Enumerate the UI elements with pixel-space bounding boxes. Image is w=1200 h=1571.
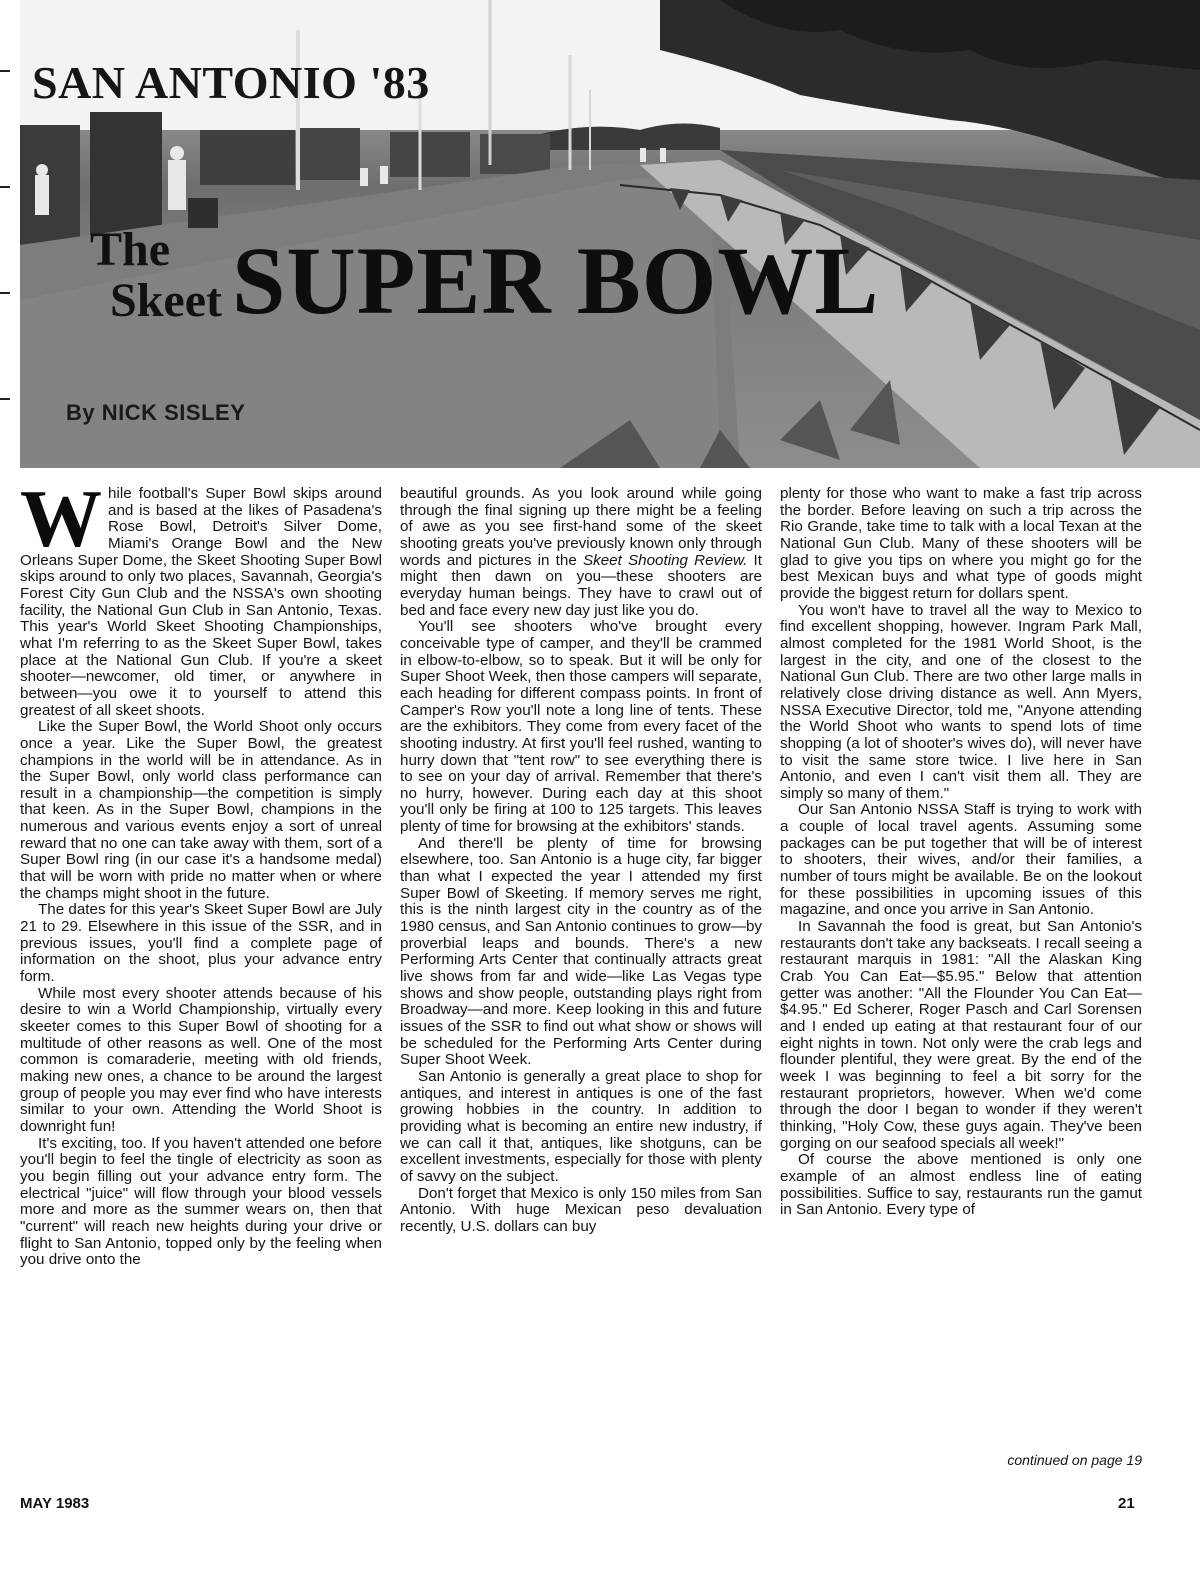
paragraph xyxy=(20,473,382,719)
paragraph: Like the Super Bowl, the World Shoot only occurs once a year. Like the Super Bowl, the greatest champions in the world will be in attendance. As in the Super Bowl, only world class performance can result in a championship—the competition is simply that keen. As in the Super Bowl, champions in the numerous and various events enjoy a sort of unreal reward that no one can take away with them, sort of a Super Bowl ring (in our case it's a handsome medal) that will be worn with pride no matter when or where the champs might shoot in the future. xyxy=(20,718,382,902)
paragraph: plenty for those who want to make a fast trip across the border. Before leaving on such a trip across the Rio Grande, take time to talk with a local Texan at the National Gun Club. Many of these shooters will be glad to give you tips on where you might go for the best Mexican buys and what type of goods might provide the biggest return for dollars spent. xyxy=(780,485,1142,602)
paragraph: San Antonio is generally a great place to shop for antiques, and interest in antiques is one of the fast growing hobbies in the country. In addition to providing what is becoming an entire new industry, if we can call it that, antiques, like shotguns, can be excellent investments, especially for those with plenty of savvy on the subject. xyxy=(400,1067,762,1185)
article-title: SUPER BOWL xyxy=(232,227,880,334)
paragraph: Our San Antonio NSSA Staff is trying to work with a couple of local travel agents. Assuming some packages can be put together that will be of interest to shooters, their wives, and/or their families, a number of tours might be available. Be on the lookout for these possibilities in upcoming issues of this magazine, and once you arrive in San Antonio. xyxy=(780,801,1142,919)
paragraph: Of course the above mentioned is only one example of an almost endless line of eating possibilities. Suffice to say, restaurants run the gamut in San Antonio. Every type of xyxy=(780,1151,1142,1219)
paragraph: The dates for this year's Skeet Super Bowl are July 21 to 29. Elsewhere in this issue of the SSR, and in previous issues, you'll find a complete page of information on the shoot, plus your advance entry form. xyxy=(20,901,382,986)
article-column-3 xyxy=(780,486,1142,1219)
margin-tick xyxy=(0,186,10,188)
paragraph: While most every shooter attends because of his desire to win a World Championship, virtually every skeeter comes to this Super Bowl of shooting for a multitude of other reasons as well. One of the most common is comaraderie, meeting with old friends, making new ones, a chance to be around the largest group of people you may ever find who have interests similar to your own. Attending the World Shoot is downright fun! xyxy=(20,984,382,1135)
issue-date: MAY 1983 xyxy=(20,1495,90,1512)
paragraph-text: hile football's Super Bowl skips around and is based at the likes of Pasadena's Rose Bowl, Detroit's Silver Dome, Miami's Orange Bowl and the New Orleans Super Dome, the Skeet Shooting Super Bowl skips around to only two places, Savannah, Georgia's Forest City Gun Club and the NSSA's own shooting facility, the National Gun Club in San Antonio, Texas. This year's World Skeet Shooting Championships, what I'm referring to as the Skeet Super Bowl, takes place at the National Gun Club. If you're a skeet shooter—newcomer, old timer, or anywhere in between—you owe it to yourself to attend this greatest of all skeet shoots. xyxy=(20,485,382,719)
hero-photo xyxy=(20,0,1200,468)
paragraph: It's exciting, too. If you haven't attended one before you'll begin to feel the tingle of electricity as soon as you begin filling out your advance entry form. The electrical "juice" will flow through your blood vessels more and more as the summer wears on, then that "current" will reach new heights during your drive or flight to San Antonio, topped only by the feeling when you drive onto the xyxy=(20,1134,382,1269)
publication-title: Skeet Shooting Review. xyxy=(582,551,748,569)
section-kicker: SAN ANTONIO '83 xyxy=(32,57,430,108)
paragraph xyxy=(400,486,762,619)
paragraph: In Savannah the food is great, but San Antonio's restaurants don't take any backseats. I recall seeing a restaurant marquis in 1981: "All the Alaskan King Crab You Can Eat—$5.95." Below that attention getter was another: "All the Flounder You Can Eat—$4.95." Ed Scherer, Roger Pasch and Carl Sorensen and I ended up eating at that restaurant four of our eight nights in town. Not only were the crab legs and flounder plentiful, they were great. By the end of the week I was beginning to feel a bit sorry for the restaurant proprietors, however. When we'd come through the door I began to wonder if they weren't thinking, "Holy Cow, these guys again. They've been gorging on our seafood specials all week!" xyxy=(780,918,1142,1152)
margin-tick xyxy=(0,398,10,400)
paragraph: Don't forget that Mexico is only 150 miles from San Antonio. With huge Mexican peso devaluation recently, U.S. dollars can buy xyxy=(400,1184,762,1235)
paragraph-text: beautiful grounds. As you look around while going through the final signing up there might be a feeling of awe as you see first-hand some of the skeet shooting greats you've previously known only through words and pictures in the xyxy=(400,485,762,569)
paragraph-text: It might then dawn on you—these shooters are everyday human beings. They have to crawl out of bed and face every new day just like you do. xyxy=(400,551,762,619)
paragraph: You'll see shooters who've brought every conceivable type of camper, and they'll be crammed in elbow-to-elbow, so to speak. But it will be only for Super Shoot Week, then those campers will separate, each heading for different compass points. In front of Camper's Row you'll note a long line of tents. These are the exhibitors. They come from every facet of the shooting industry. At first you'll feel rushed, wanting to hurry down that "tent row" to see everything there is to see on your day of arrival. Remember that there's no hurry, however. During each day at this shoot you'll only be firing at 100 to 125 targets. This leaves plenty of time for browsing at the exhibitors' stands. xyxy=(400,618,762,836)
page-number: 21 xyxy=(1118,1495,1135,1512)
margin-tick xyxy=(0,292,10,294)
article-column-2 xyxy=(400,486,762,1236)
article-column-1 xyxy=(20,473,382,1269)
drop-cap: W xyxy=(20,473,102,564)
paragraph: And there'll be plenty of time for browsing elsewhere, too. San Antonio is a huge city, far bigger than what I expected the year I attended my first Super Bowl of Skeeting. If memory serves me right, this is the ninth largest city in the country as of the 1980 census, and San Antonio continues to grow—by proverbial leaps and bounds. There's a new Performing Arts Center that continually attracts great live shows from far and wide—like Las Vegas type shows and show people, outstanding plays right from Broadway—and more. Keep looking in this and future issues of the SSR to find out what show or shows will be scheduled for the Performing Arts Center during Super Shoot Week. xyxy=(400,834,762,1069)
title-skeet: Skeet xyxy=(110,274,222,327)
byline: By NICK SISLEY xyxy=(66,400,246,425)
continued-note: continued on page 19 xyxy=(1007,1452,1142,1468)
title-the: The xyxy=(89,223,170,276)
paragraph: You won't have to travel all the way to Mexico to find excellent shopping, however. Ingram Park Mall, almost completed for the 1981 World Shoot, is the largest in the city, and one of the closest to the National Gun Club. There are two other large malls in relatively close driving distance as well. Ann Myers, NSSA Executive Director, told me, "Anyone attending the World Shoot who wants to spend lots of time shopping (a lot of shooter's wives do), will never have to visit the same store twice. I live here in San Antonio, and even I can't visit them all. They are simply so many of them." xyxy=(780,601,1142,802)
margin-tick xyxy=(0,70,10,72)
